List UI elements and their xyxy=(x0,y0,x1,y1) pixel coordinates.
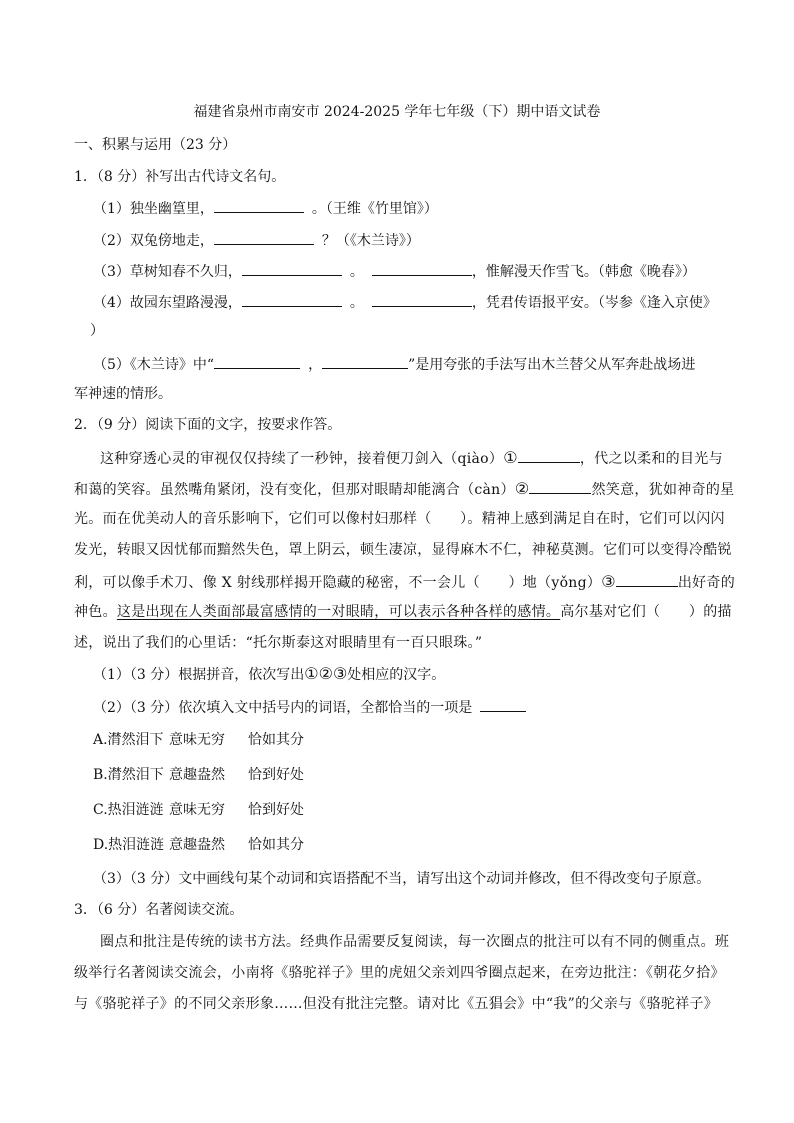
passage-line-3: 光。而在优美动人的音乐影响下，它们可以像村妇那样（ ）。精神上感到满足自在时，它们可以闪闪 xyxy=(74,511,725,527)
answer-blank[interactable] xyxy=(214,198,304,213)
option-c[interactable] xyxy=(93,801,304,819)
passage-line-1 xyxy=(100,448,723,468)
option-word: A.潸然泪下 xyxy=(93,732,164,748)
q1-item-4-period: 。 xyxy=(349,295,364,311)
q1-item-5-continued: 军神速的情形。 xyxy=(74,386,172,402)
q1-item-4-source: ，凭君传语报平安。（岑参《逢入京使》 xyxy=(471,295,717,311)
answer-blank[interactable] xyxy=(214,230,314,245)
answer-blank[interactable] xyxy=(372,292,472,307)
circled-number-1: ① xyxy=(503,448,518,467)
option-word: 意味无穷 xyxy=(169,732,225,748)
passage-line-6 xyxy=(74,603,732,621)
answer-blank[interactable] xyxy=(242,261,342,276)
q1-item-1 xyxy=(93,198,438,218)
passage-line-2 xyxy=(74,479,734,499)
q1-item-3-text: （3）草树知春不久归， xyxy=(93,264,242,280)
q3-line-3: 与《骆驼祥子》的不同父亲形象……但没有批注完整。请对比《五猖会》中“我”的父亲与《骆驼祥子》 xyxy=(74,996,719,1012)
q1-item-5-text: （5）《木兰诗》中“ xyxy=(93,357,215,373)
option-word: D.热泪涟涟 xyxy=(93,837,165,853)
option-word: 意趣盎然 xyxy=(169,767,225,783)
q2-sub-2 xyxy=(93,697,526,717)
circled-numbers: ①②③ xyxy=(304,664,348,683)
option-word: C.热泪涟涟 xyxy=(93,802,164,818)
q1-item-2 xyxy=(93,230,420,250)
option-b[interactable] xyxy=(93,766,304,784)
q1-item-5-rest: ”是用夸张的手法写出木兰替父从军奔赴战场进 xyxy=(408,357,696,373)
sub-question-text: （1）（3 分）根据拼音，依次写出 xyxy=(93,667,305,683)
q1-item-1-text: （1）独坐幽篁里， xyxy=(93,201,214,217)
question-2-heading: 2．（9 分）阅读下面的文字，按要求作答。 xyxy=(74,417,342,433)
section-heading: 一、积累与运用（23 分） xyxy=(74,137,237,153)
answer-blank[interactable] xyxy=(214,354,300,369)
option-word: 意味无穷 xyxy=(169,802,225,818)
q1-item-5-comma: ， xyxy=(308,357,323,373)
option-word: 意趣盎然 xyxy=(169,837,225,853)
answer-blank[interactable] xyxy=(322,354,408,369)
answer-blank[interactable] xyxy=(372,261,472,276)
q1-item-4-close: ） xyxy=(90,323,104,339)
q1-item-3-period: 。 xyxy=(349,264,364,280)
q1-item-2-text: （2）双兔傍地走， xyxy=(93,233,214,249)
passage-text: 神色。 xyxy=(74,604,117,620)
passage-line-5 xyxy=(74,572,735,592)
question-3-heading: 3．（6 分）名著阅读交流。 xyxy=(74,902,244,918)
passage-text: 利，可以像手术刀、像 X 射线那样揭开隐藏的秘密，不一会儿（ ）地（yǒng） xyxy=(74,575,602,591)
passage-text: 出好奇的 xyxy=(677,575,736,591)
sub-question-text: （2）（3 分）依次填入文中括号内的词语，全都恰当的一项是 xyxy=(93,700,473,716)
q1-item-3 xyxy=(93,261,696,281)
answer-blank[interactable] xyxy=(518,448,580,463)
answer-blank[interactable] xyxy=(242,292,342,307)
q1-item-1-source: 。（王维《竹里馆》） xyxy=(311,201,438,217)
q1-item-2-source: ？（《木兰诗》） xyxy=(321,233,420,249)
q1-item-5 xyxy=(93,354,695,374)
option-d[interactable] xyxy=(93,836,304,854)
q3-line-2: 级举行名著阅读交流会，小南将《骆驼祥子》里的虎妞父亲刘四爷圈点起来，在旁边批注：《朝花夕拾》 xyxy=(74,965,725,981)
passage-line-4: 发光，转眼又因忧郁而黯然失色，罩上阴云，顿生凄凉，显得麻木不仁，神秘莫测。它们可以变得冷酷锐 xyxy=(74,542,732,558)
answer-blank[interactable] xyxy=(529,479,591,494)
q1-item-4-text: （4）故园东望路漫漫， xyxy=(93,295,242,311)
answer-blank[interactable] xyxy=(616,572,678,587)
option-word: 恰如其分 xyxy=(248,732,304,748)
option-a[interactable] xyxy=(93,731,304,749)
option-word: 恰到好处 xyxy=(248,767,304,783)
circled-number-2: ② xyxy=(514,479,530,498)
passage-text: ，代之以柔和的目光与 xyxy=(579,451,723,467)
passage-text: 高尔基对它们（ ）的描 xyxy=(560,604,732,620)
passage-text: 然笑意，犹如神奇的星 xyxy=(591,482,735,498)
q2-sub-3: （3）（3 分）文中画线句某个动词和宾语搭配不当，请写出这个动词并修改，但不得改变句子原意。 xyxy=(93,871,711,887)
q1-item-4 xyxy=(93,292,717,312)
passage-line-7: 述，说出了我们的心里话：“托尔斯泰这对眼睛里有一百只眼珠。” xyxy=(74,635,483,651)
q3-line-1: 圈点和批注是传统的读书方法。经典作品需要反复阅读，每一次圈点的批注可以有不同的侧重点。班 xyxy=(100,934,730,950)
option-word: B.潸然泪下 xyxy=(93,767,164,783)
circled-number-3: ③ xyxy=(601,572,616,591)
passage-text: 这种穿透心灵的审视仅仅持续了一秒钟，接着便刀剑入（qiào） xyxy=(100,451,504,467)
page-title: 福建省泉州市南安市 2024-2025 学年七年级（下）期中语文试卷 xyxy=(193,104,601,120)
q1-item-3-source: ，惟解漫天作雪飞。（韩愈《晚春》） xyxy=(471,264,696,280)
option-word: 恰如其分 xyxy=(248,837,304,853)
underlined-sentence: 这是出现在人类面部最富感情的一对眼睛，可以表示各种各样的感情。 xyxy=(116,604,561,620)
sub-question-text: 处相应的汉字。 xyxy=(347,667,446,683)
q2-sub-1 xyxy=(93,665,445,684)
option-word: 恰到好处 xyxy=(248,802,304,818)
answer-blank[interactable] xyxy=(480,697,526,712)
question-1-heading: 1．（8 分）补写出古代诗文名句。 xyxy=(74,169,286,185)
passage-text: 和蔼的笑容。虽然嘴角紧闭，没有变化，但那对眼睛却能漓合（càn） xyxy=(74,482,515,498)
